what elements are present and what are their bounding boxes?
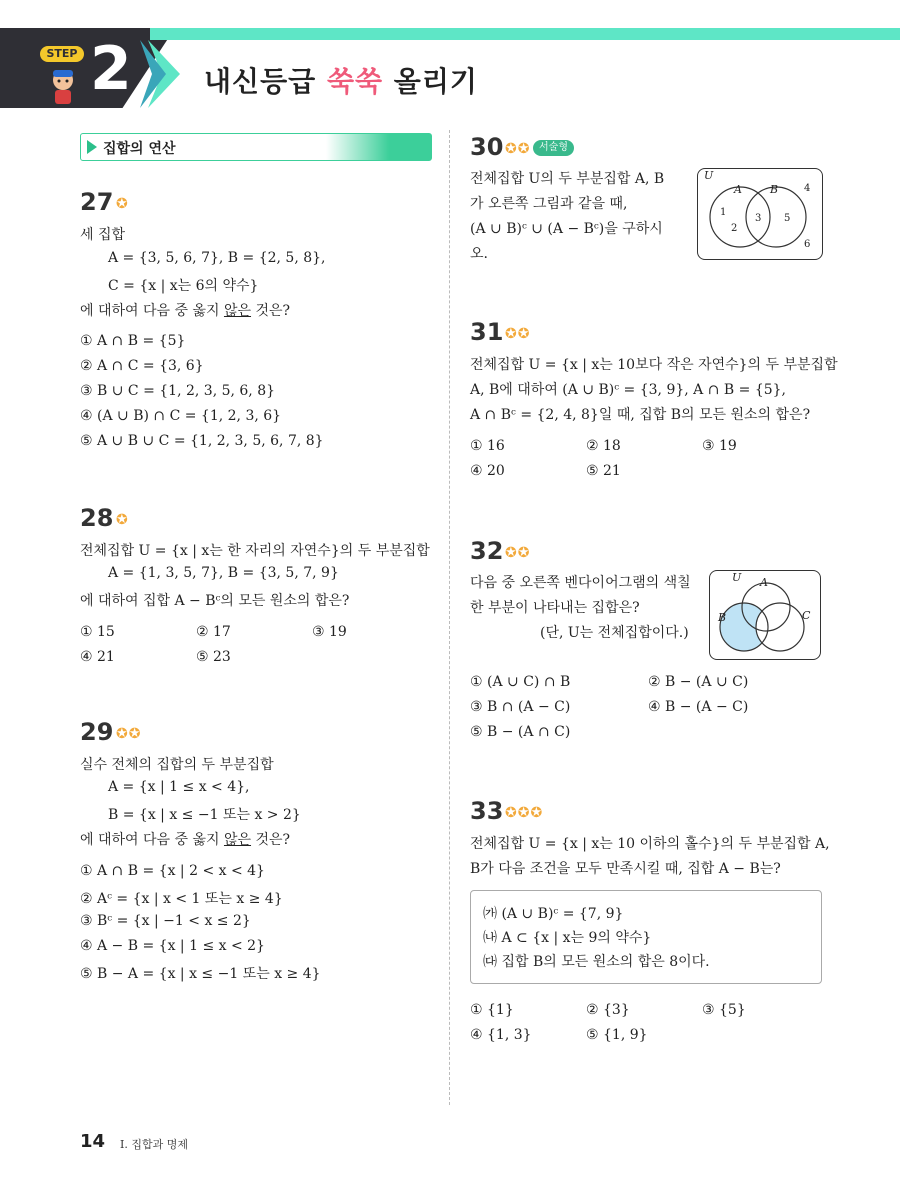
- q27-option[interactable]: ① A ∩ B = {5}: [80, 333, 186, 349]
- q33-option[interactable]: ② {3}: [586, 1002, 630, 1018]
- q27-option[interactable]: ④ (A ∪ B) ∩ C = {1, 2, 3, 6}: [80, 408, 282, 424]
- chapter-label: Ⅰ. 집합과 명제: [120, 1138, 188, 1151]
- venn-diagram-q30: [697, 168, 823, 260]
- q31-line: 전체집합 U = {x | x는 10보다 작은 자연수}의 두 부분집합: [470, 357, 838, 373]
- q32-option[interactable]: ③ B ∩ (A − C): [470, 699, 571, 715]
- q32-line: (단, U는 전체집합이다.): [540, 625, 689, 641]
- q33-option[interactable]: ① {1}: [470, 1002, 514, 1018]
- venn-label-c: C: [802, 609, 811, 622]
- q29-line: 실수 전체의 집합의 두 부분집합: [80, 757, 274, 773]
- q28-line: A = {1, 3, 5, 7}, B = {3, 5, 7, 9}: [108, 565, 339, 581]
- q33-option[interactable]: ③ {5}: [702, 1002, 746, 1018]
- q29-option[interactable]: ③ Bᶜ = {x | −1 < x ≤ 2}: [80, 913, 251, 929]
- page-number: 14: [80, 1131, 106, 1152]
- q32-line: 한 부분이 나타내는 집합은?: [470, 600, 640, 616]
- venn-element: 4: [804, 183, 811, 194]
- venn-label-a: A: [760, 576, 768, 589]
- q28-option[interactable]: ⑤ 23: [196, 649, 231, 665]
- venn-element: 2: [731, 223, 738, 234]
- venn-label-b: B: [770, 183, 779, 196]
- page-title: 내신등급 쑥쑥 올리기: [204, 65, 478, 98]
- difficulty-stars-33: ✪✪✪: [505, 805, 544, 821]
- difficulty-stars-28: ✪: [116, 512, 129, 528]
- q31-line: A ∩ Bᶜ = {2, 4, 8}일 때, 집합 B의 모든 원소의 합은?: [470, 407, 811, 423]
- question-number-27: 27: [80, 188, 114, 216]
- venn-diagram-q32: [709, 570, 821, 660]
- header-chevron-icon: [140, 40, 180, 108]
- q31-option[interactable]: ③ 19: [702, 438, 737, 454]
- play-arrow-icon: [87, 140, 97, 154]
- q29-option[interactable]: ② Aᶜ = {x | x < 1 또는 x ≥ 4}: [80, 891, 283, 907]
- venn-label-a: A: [734, 183, 742, 196]
- q28-line: 에 대하여 집합 A − Bᶜ의 모든 원소의 합은?: [80, 593, 350, 609]
- mascot-icon: [44, 66, 82, 106]
- essay-type-badge: 서술형: [533, 140, 574, 156]
- q32-line: 다음 중 오른쪽 벤다이어그램의 색칠: [470, 575, 691, 591]
- q33-line: B가 다음 조건을 모두 만족시킬 때, 집합 A − B는?: [470, 861, 781, 877]
- question-number-33: 33: [470, 797, 504, 825]
- q27-ask: 에 대하여 다음 중 옳지 않은 것은?: [80, 303, 291, 319]
- q33-option[interactable]: ④ {1, 3}: [470, 1027, 532, 1043]
- question-number-32: 32: [470, 537, 504, 565]
- q29-line: A = {x | 1 ≤ x < 4},: [108, 779, 250, 795]
- q27-line: 세 집합: [80, 227, 126, 243]
- q32-option[interactable]: ① (A ∪ C) ∩ B: [470, 674, 571, 690]
- q29-option[interactable]: ① A ∩ B = {x | 2 < x < 4}: [80, 863, 265, 879]
- difficulty-stars-29: ✪✪: [116, 726, 142, 742]
- title-highlight: 쑥쑥: [326, 65, 384, 98]
- q28-option[interactable]: ③ 19: [312, 624, 347, 640]
- q27-option[interactable]: ② A ∩ C = {3, 6}: [80, 358, 204, 374]
- q28-option[interactable]: ① 15: [80, 624, 115, 640]
- q30-line: (A ∪ B)ᶜ ∪ (A − Bᶜ)을 구하시: [470, 221, 663, 237]
- q31-option[interactable]: ④ 20: [470, 463, 505, 479]
- q27-option[interactable]: ③ B ∪ C = {1, 2, 3, 5, 6, 8}: [80, 383, 276, 399]
- q28-option[interactable]: ② 17: [196, 624, 231, 640]
- venn-element: 5: [784, 213, 791, 224]
- q31-option[interactable]: ① 16: [470, 438, 505, 454]
- q29-line: B = {x | x ≤ −1 또는 x > 2}: [108, 807, 301, 823]
- question-number-28: 28: [80, 504, 114, 532]
- q28-option[interactable]: ④ 21: [80, 649, 115, 665]
- column-divider: [449, 130, 450, 1105]
- difficulty-stars-32: ✪✪: [505, 545, 531, 561]
- q32-option[interactable]: ④ B − (A − C): [648, 699, 749, 715]
- q30-line: 오.: [470, 246, 488, 262]
- q27-option[interactable]: ⑤ A ∪ B ∪ C = {1, 2, 3, 5, 6, 7, 8}: [80, 433, 324, 449]
- q31-option[interactable]: ② 18: [586, 438, 621, 454]
- condition-item: ㈎ (A ∪ B)ᶜ = {7, 9}: [483, 906, 624, 922]
- q33-option[interactable]: ⑤ {1, 9}: [586, 1027, 648, 1043]
- question-number-31: 31: [470, 318, 504, 346]
- difficulty-stars-31: ✪✪: [505, 326, 531, 342]
- venn-element: 3: [755, 213, 762, 224]
- section-heading: 집합의 연산: [103, 141, 176, 157]
- q30-line: 가 오른쪽 그림과 같을 때,: [470, 196, 628, 212]
- q29-ask: 에 대하여 다음 중 옳지 않은 것은?: [80, 832, 291, 848]
- q32-option[interactable]: ⑤ B − (A ∩ C): [470, 724, 571, 740]
- question-number-29: 29: [80, 718, 114, 746]
- q29-option[interactable]: ⑤ B − A = {x | x ≤ −1 또는 x ≥ 4}: [80, 966, 321, 982]
- question-number-30: 30: [470, 133, 504, 161]
- venn-label-u: U: [704, 169, 714, 182]
- venn-label-u: U: [732, 571, 742, 584]
- venn-element: 1: [720, 207, 727, 218]
- section-heading-bar: [80, 133, 432, 161]
- q27-line: C = {x | x는 6의 약수}: [108, 278, 259, 294]
- difficulty-stars-27: ✪: [116, 196, 129, 212]
- difficulty-stars-30: ✪✪: [505, 141, 531, 157]
- step-number: 2: [90, 34, 132, 104]
- header-teal-stripe: [150, 28, 900, 40]
- q33-line: 전체집합 U = {x | x는 10 이하의 홀수}의 두 부분집합 A,: [470, 836, 830, 852]
- condition-item: ㈏ A ⊂ {x | x는 9의 약수}: [483, 930, 652, 946]
- q32-option[interactable]: ② B − (A ∪ C): [648, 674, 749, 690]
- condition-item: ㈐ 집합 B의 모든 원소의 합은 8이다.: [483, 954, 710, 970]
- q27-line: A = {3, 5, 6, 7}, B = {2, 5, 8},: [108, 250, 326, 266]
- q28-line: 전체집합 U = {x | x는 한 자리의 자연수}의 두 부분집합: [80, 543, 430, 559]
- venn-element: 6: [804, 239, 811, 250]
- q31-line: A, B에 대하여 (A ∪ B)ᶜ = {3, 9}, A ∩ B = {5},: [470, 382, 786, 398]
- q29-option[interactable]: ④ A − B = {x | 1 ≤ x < 2}: [80, 938, 265, 954]
- venn-label-b: B: [718, 611, 727, 624]
- q30-line: 전체집합 U의 두 부분집합 A, B: [470, 171, 665, 187]
- step-badge: STEP: [40, 46, 84, 62]
- conditions-box: [470, 890, 822, 984]
- q31-option[interactable]: ⑤ 21: [586, 463, 621, 479]
